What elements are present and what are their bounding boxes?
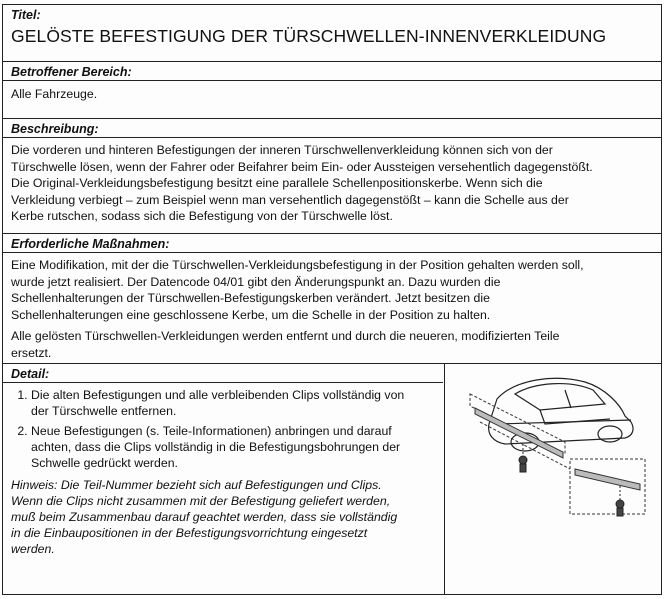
detail-illustration [444, 364, 661, 594]
detail-section [3, 363, 661, 594]
affected-label: Betroffener Bereich: [3, 62, 661, 81]
detail-hint [3, 475, 443, 557]
measures-section [3, 233, 661, 363]
description-line: Kerbe rutschen, sodass sich die Befestigung von der Türschwelle löst. [11, 209, 393, 223]
page-title: GELÖSTE BEFESTIGUNG DER TÜRSCHWELLEN-INNENVERKLEIDUNG [11, 26, 607, 46]
detail-steps [3, 387, 443, 471]
description-section [3, 118, 661, 233]
detail-step [31, 387, 443, 419]
sill-trim-parts [470, 394, 645, 514]
hint-line: Hinweis: Die Teil-Nummer bezieht sich auf Befestigungen und Clips. [11, 478, 382, 492]
step-line: achten, dass die Clips vollständig in die Befestigungsbohrungen der [31, 440, 401, 454]
clip-icons [519, 456, 624, 516]
description-line: Die vorderen und hinteren Befestigungen der inneren Türschwellenverkleidung können sich von der [11, 143, 553, 157]
step-line: Schwelle gedrückt werden. [31, 456, 178, 470]
hint-line: muß beim Zusammenbau darauf geachtet werden, dass sie vollständig [11, 510, 398, 524]
measures-text [3, 253, 661, 361]
description-line: Verkleidung verbiegt – zum Beispiel wenn man versehentlich dagegenstößt – kann die Schelle aus der [11, 192, 569, 207]
step-line: 2. Neue Befestigungen (s. Teile-Informationen) anbringen und darauf [31, 424, 392, 438]
affected-text: Alle Fahrzeuge. [11, 87, 98, 101]
description-line: Die Original-Verkleidungsbefestigung besitzt eine parallele Schellenpositionskerbe. Wenn sich die [11, 176, 543, 190]
detail-step [31, 423, 443, 471]
title-label: Titel: [11, 8, 41, 22]
step-line: 1. Die alten Befestigungen und alle verbleibenden Clips vollständig von [31, 388, 405, 402]
hint-line: Wenn die Clips nicht zusammen mit der Befestigung geliefert werden, [11, 494, 391, 508]
measures-label: Erforderliche Maßnahmen: [3, 234, 661, 253]
measures-line: Schellenhalterungen eine geschlossene Kerbe, um die Schelle in der Position zu halten. [11, 307, 491, 322]
description-text [3, 138, 661, 225]
hint-line: werden. [11, 542, 55, 556]
measures-line: wurde jetzt realisiert. Der Datencode 04/01 gibt den Änderungspunkt an. Dazu wurden die [11, 274, 501, 289]
detail-label: Detail: [3, 364, 443, 383]
hint-line: in die Einbaupositionen in der Befestigungsvorrichtung eingesetzt [11, 526, 368, 540]
measures-paragraph [11, 257, 653, 323]
measures-line: Alle gelösten Türschwellen-Verkleidungen werden entfernt und durch die neueren, modifizierten Teile [11, 329, 560, 343]
bulletin-sheet [2, 4, 662, 595]
measures-paragraph [11, 328, 653, 361]
measures-line: Schellenhalterungen der Türschwellen-Befestigungskerben verändert. Jetzt besitzen die [11, 291, 490, 305]
measures-line: ersetzt. [11, 345, 52, 360]
title-section [3, 5, 661, 61]
affected-section [3, 61, 661, 118]
description-label: Beschreibung: [3, 119, 661, 138]
description-line: Türschwelle lösen, wenn der Fahrer oder Beifahrer beim Ein- oder Aussteigen versehentlich dagegenstößt. [11, 159, 593, 174]
car-sill-diagram [445, 364, 660, 592]
measures-line: Eine Modifikation, mit der die Türschwellen-Verkleidungsbefestigung in der Position gehalten werden soll, [11, 258, 584, 272]
step-line: der Türschwelle entfernen. [31, 404, 177, 418]
detail-text-column [3, 364, 443, 594]
